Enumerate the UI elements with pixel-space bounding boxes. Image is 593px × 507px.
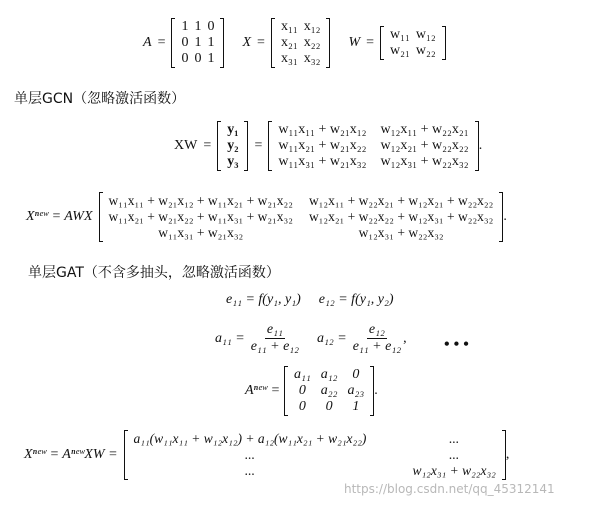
a12-fraction (351, 322, 403, 355)
xw-equation: XW = y₁ y₂ y₃ = w₁₁x₁₁ + w₂₁x₁₂ w₁₂x₁₁ + w₂₂x₂₁ w₁₁x₂₁ + w₂₁x₂₂ w₁₂x₂₁ + w₂₂x₂₂ w₁₁x₃₁ + w₂₁x₃₂ w₁₂x₃₁ + w₂₂x₃₂ . (174, 122, 483, 169)
matrix-cell: 0 (298, 383, 306, 398)
matrix-cell: w₁₂x₃₁ + w₂₂x₃₂ (358, 225, 444, 240)
y-vector (217, 121, 248, 171)
anew-equation: Aⁿᵉʷ = a₁₁ a₁₂ 0 0 a₂₂ a₂₃ 0 0 1 . (245, 367, 378, 414)
matrix-cell: w₁₂x₁₁ + w₂₂x₂₁ + w₁₂x₂₁ + w₂₂x₂₂ (308, 193, 494, 208)
matrix-cell: 1 (194, 35, 202, 50)
matrix-cell: w₂₁ (390, 43, 410, 58)
a-matrix (171, 18, 224, 68)
definitions-row: A = 1 1 0 0 1 1 0 0 1 X = x₁₁ x₁₂ x₂₁ x₂₂ x₃₁ x₃₂ W = w₁₁ w₁₂ w₂₁ w₂₂ (143, 18, 446, 68)
matrix-cell: y₃ (227, 154, 239, 169)
x-matrix (271, 18, 331, 68)
gcn-xnew-matrix (99, 192, 504, 242)
matrix-cell: 1 (352, 399, 360, 414)
a12-lhs: a₁₂ = (317, 330, 347, 346)
matrix-cell: a₂₃ (347, 383, 365, 398)
gat-xnew-equation: Xⁿᵉʷ = AⁿᵉʷXW = a₁₁(w₁₁x₁₁ + w₁₂x₁₂) + a₁₂(w₁₁x₂₁ + w₂₁x₂₂) ... ... ... ... w₁₂x₃₁ + w₂₂x₃₂ , (24, 431, 510, 478)
a11-lhs: a₁₁ = (215, 330, 245, 346)
a12-numerator: e₁₂ (368, 322, 385, 337)
a12-denominator: e₁₁ + e₁₂ (352, 339, 402, 354)
matrix-cell: 0 (352, 367, 360, 382)
matrix-cell: ... (449, 447, 460, 462)
matrix-cell: w₁₁x₂₁ + w₂₁x₂₂ (278, 138, 367, 153)
w-label: W (348, 35, 361, 50)
matrix-cell: ... (244, 447, 256, 462)
gcn-xnew-equation: Xⁿᵉʷ = AWX w₁₁x₁₁ + w₂₁x₁₂ + w₁₁x₂₁ + w₂₁x₂₂ w₁₂x₁₁ + w₂₂x₂₁ + w₁₂x₂₁ + w₂₂x₂₂ w₁₁x₂₁ + w₂₁x₂₂ + w₁₁x₃₁ + w₂₁x₃₂ w₁₂x₂₁ + w₂₂x₂₂ + w₁₂x₃₁ + w₂₂x₃₂ w₁₁x₃₁ + w₂₁x₃₂ w₁₂x₃₁ + w₂₂x₃₂ . (26, 193, 507, 240)
matrix-cell: w₁₁x₃₁ + w₂₁x₃₂ (278, 154, 367, 169)
anew-matrix (284, 366, 374, 416)
matrix-cell: w₁₁x₃₁ + w₂₁x₃₂ (158, 225, 244, 240)
a11-numerator: e₁₁ (266, 322, 283, 337)
gat-heading: 单层GAT（不含多抽头，忽略激活函数） (28, 265, 280, 281)
matrix-cell: y₂ (227, 138, 239, 153)
matrix-cell: x₂₂ (303, 35, 321, 50)
matrix-cell: x₂₁ (280, 35, 298, 50)
xw-label: XW (174, 138, 198, 153)
matrix-cell: w₁₂x₂₁ + w₂₂x₂₂ + w₁₂x₃₁ + w₂₂x₃₂ (308, 209, 494, 224)
matrix-cell: a₁₁(w₁₁x₁₁ + w₁₂x₁₂) + a₁₂(w₁₁x₂₁ + w₂₁x₂₂) (133, 431, 367, 446)
matrix-cell: w₁₁x₁₁ + w₂₁x₁₂ + w₁₁x₂₁ + w₂₁x₂₂ (108, 193, 293, 208)
matrix-cell: 0 (298, 399, 306, 414)
matrix-cell: x₁₂ (303, 19, 321, 34)
w-matrix (380, 26, 446, 60)
xw-matrix (268, 121, 478, 171)
matrix-cell: w₁₂x₃₁ + w₂₂x₃₂ (412, 463, 496, 478)
matrix-cell: w₂₂ (415, 43, 436, 58)
matrix-cell: 0 (181, 51, 189, 66)
anew-lhs: Aⁿᵉʷ = (245, 383, 281, 398)
matrix-cell: w₁₂x₃₁ + w₂₂x₃₂ (380, 154, 469, 169)
matrix-cell: 1 (194, 19, 202, 34)
matrix-cell: w₁₁x₂₁ + w₂₁x₂₂ + w₁₁x₃₁ + w₂₁x₃₂ (108, 209, 293, 224)
matrix-cell: w₁₂x₂₁ + w₂₂x₂₂ (380, 138, 469, 153)
matrix-cell: x₁₁ (280, 19, 298, 34)
matrix-cell: w₁₂x₁₁ + w₂₂x₂₁ (380, 122, 469, 137)
x-label: X (242, 35, 252, 50)
matrix-cell: 0 (194, 51, 202, 66)
a11-fraction (249, 322, 301, 355)
watermark: https://blog.csdn.net/qq_45312141 (344, 482, 555, 496)
matrix-cell: x₃₁ (280, 51, 298, 66)
matrix-cell: w₁₂ (415, 27, 436, 42)
matrix-cell: 1 (207, 51, 215, 66)
ellipsis: • • • (444, 336, 469, 353)
a-label: A (143, 35, 152, 50)
matrix-cell: 0 (207, 19, 215, 34)
matrix-cell: ... (449, 431, 460, 446)
a-equations: a₁₁ = $\frac{\text{e₁₁}}{\text{e₁₁ + e₁₂}}$ a₁₂ = $\frac{\text{e₁₂}}{\text{e₁₁ + e₁₂}}$ , (215, 322, 407, 354)
matrix-cell: 0 (181, 35, 189, 50)
matrix-cell: a₂₂ (320, 383, 338, 398)
matrix-cell: 0 (325, 399, 333, 414)
matrix-cell: a₁₂ (320, 367, 338, 382)
a11-denominator: e₁₁ + e₁₂ (250, 339, 300, 354)
gat-xnew-lhs: Xⁿᵉʷ = AⁿᵉʷXW = (24, 447, 118, 462)
matrix-cell: a₁₁ (294, 367, 311, 382)
gat-xnew-matrix (124, 430, 506, 480)
matrix-cell: w₁₁x₁₁ + w₂₁x₁₂ (278, 122, 367, 137)
e-equations (226, 292, 394, 308)
matrix-cell: ... (244, 463, 256, 478)
e12-equation: e₁₂ = f(y₁, y₂) (318, 292, 394, 307)
matrix-cell: 1 (207, 35, 215, 50)
gcn-xnew-lhs: Xⁿᵉʷ = AWX (26, 209, 93, 224)
matrix-cell: x₃₂ (303, 51, 321, 66)
gcn-heading: 单层GCN（忽略激活函数） (14, 91, 186, 107)
e11-equation: e₁₁ = f(y₁, y₁) (226, 292, 301, 307)
matrix-cell: y₁ (227, 122, 239, 137)
matrix-cell: 1 (181, 19, 189, 34)
matrix-cell: w₁₁ (390, 27, 410, 42)
